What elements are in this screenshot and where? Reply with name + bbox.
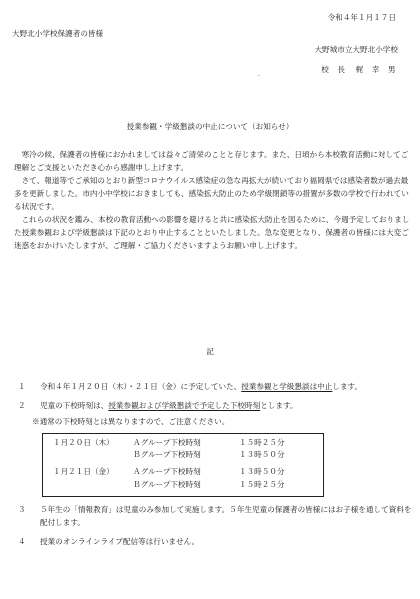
schedule-group: Ａグループ下校時刻	[133, 437, 201, 447]
schedule-date: １月２１日（金）	[53, 467, 114, 477]
schedule-row	[53, 437, 317, 450]
body-paragraph-2: さて、報道等でご承知のとおり新型コロナウイルス感染症の急な再拡大が続いており福岡県では感染者数が過去最多を更新しました。市内小中学校におきましても、感染拡大防止のため学級閉鎖等の措置が多数の学校で行われている状況です。	[14, 176, 409, 211]
item-list	[14, 380, 414, 553]
list-item-1	[14, 380, 414, 394]
item-number: １	[18, 382, 26, 391]
item-text: 授業のオンラインライブ配信等は行いません。	[40, 536, 200, 546]
notice-body	[14, 148, 414, 252]
item-text-suffix: します。	[332, 382, 363, 391]
schedule-group: Ｂグループ下校時刻	[133, 450, 201, 460]
caution-note: ※通常の下校時刻とは異なりますので、ご注意ください。	[32, 417, 230, 426]
schedule-time: １５時２５分	[239, 437, 285, 447]
item-number: ４	[18, 536, 26, 546]
item-text-prefix: 令和４年１月２０日（木）・２１日（金）に予定していた、	[40, 382, 242, 391]
schedule-row	[53, 466, 317, 479]
item-text-suffix: とします。	[260, 400, 298, 410]
item-number: ２	[18, 400, 26, 410]
school-name: 大野城市立大野北小学校	[314, 45, 398, 54]
item-text-underlined: 授業参観と学級懇談は中止	[241, 382, 333, 391]
principal-name: 梶 幸 男	[355, 65, 396, 74]
issue-date: 令和４年１月１７日	[327, 13, 396, 22]
dismissal-schedule-box	[42, 433, 324, 497]
item-text-prefix: 児童の下校時刻は、	[40, 400, 109, 410]
schedule-group: Ｂグループ下校時刻	[133, 479, 201, 489]
schedule-row	[53, 449, 317, 462]
list-item-3	[14, 503, 414, 530]
list-item-4	[14, 535, 414, 549]
list-item-2	[14, 399, 414, 413]
principal-title: 校 長	[321, 65, 346, 74]
stray-dot: .	[258, 71, 260, 78]
schedule-row	[53, 479, 317, 492]
ki-heading: 記	[206, 347, 214, 356]
principal-signature	[311, 64, 396, 75]
addressee: 大野北小学校保護者の皆様	[12, 29, 104, 38]
schedule-date: １月２０日（木）	[53, 437, 114, 447]
body-paragraph-3: これらの状況を鑑み、本校の教育活動への影響を避けると共に感染拡大防止を図るために、今週予定しておりました授業参観および学級懇談は下記のとおり中止することといたしました。急な変更となり、保護者の皆様には大変ご迷惑をおかけいたしますが、ご理解・ご協力くださいますようお願い申し上げます。	[14, 215, 410, 250]
item-text: ５年生の「情報教育」は児童のみ参加して実施します。５年生児童の保護者の皆様にはお子様を通して資料を配付します。	[40, 504, 412, 528]
schedule-time: １３時５０分	[239, 467, 285, 477]
notice-title: 授業参観・学級懇談の中止について（お知らせ）	[126, 122, 294, 131]
body-paragraph-1: 寒冷の候、保護者の皆様におかれましては益々ご清栄のことと存じます。また、日頃から本校教育活動に対してご理解とご支援といただき心から感謝申し上げます。	[14, 150, 409, 172]
schedule-group: Ａグループ下校時刻	[133, 467, 201, 477]
item-text-underlined: 授業参観および学級懇談で予定した下校時刻	[108, 400, 261, 410]
item-number: ３	[18, 504, 26, 514]
schedule-time: １３時５０分	[239, 450, 285, 460]
schedule-time: １５時２５分	[239, 479, 285, 489]
